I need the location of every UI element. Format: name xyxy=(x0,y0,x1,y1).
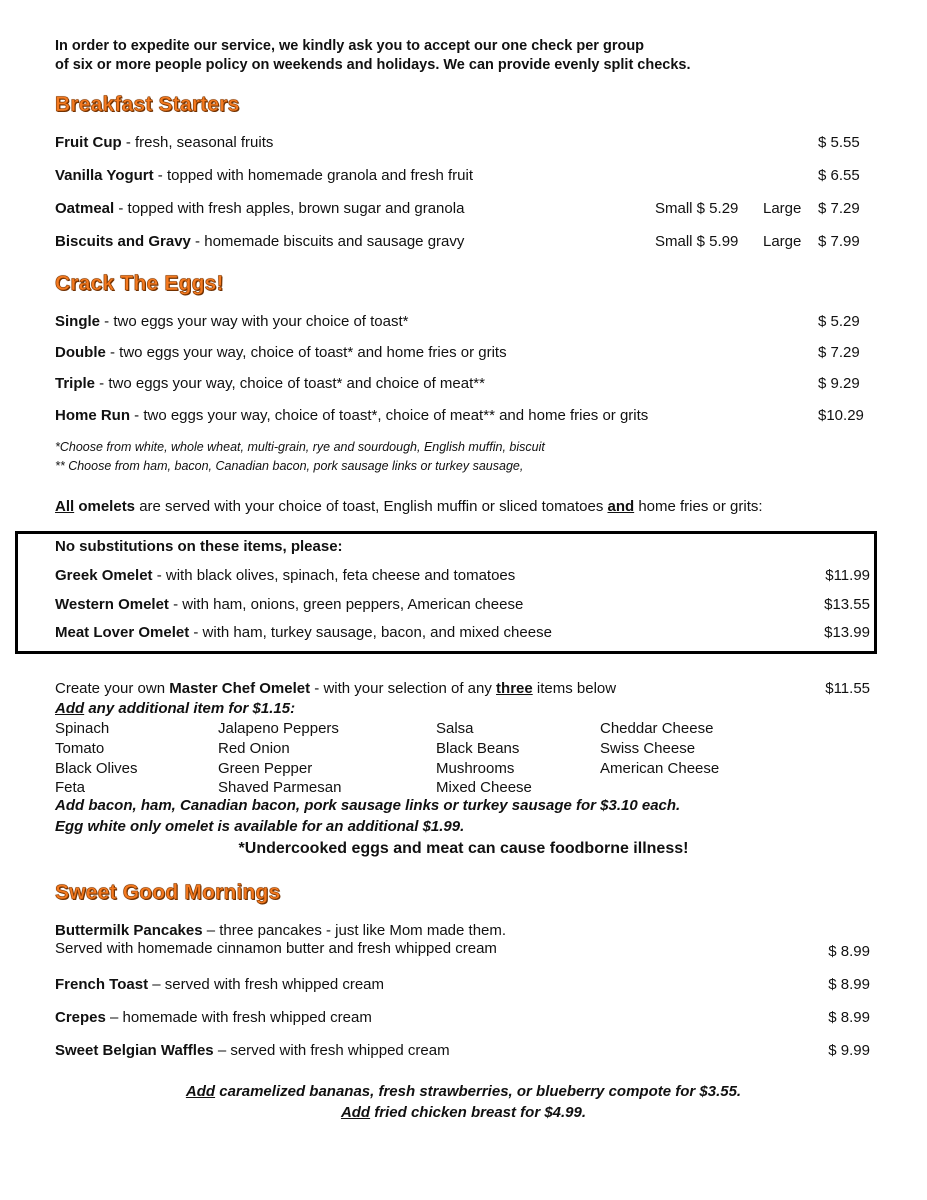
menu-item-meat-lover-omelet: Meat Lover Omelet - with ham, turkey sausage, bacon, and mixed cheese $13.99 xyxy=(55,624,870,641)
item-price: $13.99 xyxy=(824,624,870,641)
item-price: $ 7.29 xyxy=(818,344,860,361)
section-title-crack-the-eggs: Crack The Eggs! xyxy=(55,272,224,295)
ingredient: Spinach xyxy=(55,720,110,737)
menu-item-fruit-cup: Fruit Cup - fresh, seasonal fruits $ 5.55 xyxy=(55,134,860,151)
foodborne-warning: *Undercooked eggs and meat can cause foodborne illness! xyxy=(238,840,689,857)
menu-item-buttermilk-pancakes: Buttermilk Pancakes – three pancakes - just like Mom made them. Served with homemade cinnamon butter and fresh whipped cream $ 8.99 xyxy=(55,922,870,960)
add-item-line: Add any additional item for $1.15: xyxy=(55,700,296,717)
menu-item-vanilla-yogurt: Vanilla Yogurt - topped with homemade granola and fresh fruit $ 6.55 xyxy=(55,167,860,184)
ingredient: American Cheese xyxy=(600,760,720,777)
item-price: $10.29 xyxy=(818,407,864,424)
footnote-meat: ** Choose from ham, bacon, Canadian bacon, pork sausage links or turkey sausage, xyxy=(55,459,524,473)
item-price: $ 9.99 xyxy=(828,1042,870,1059)
ingredient: Black Beans xyxy=(436,740,520,757)
ingredient: Tomato xyxy=(55,740,105,757)
menu-item-triple: Triple - two eggs your way, choice of toast* and choice of meat** $ 9.29 xyxy=(55,375,860,392)
menu-item-oatmeal: Oatmeal - topped with fresh apples, brown sugar and granola Small $ 5.29 Large $ 7.29 xyxy=(55,200,860,217)
ingredient: Black Olives xyxy=(55,760,138,777)
menu-item-sweet-belgian-waffles: Sweet Belgian Waffles – served with fresh whipped cream $ 9.99 xyxy=(55,1042,870,1059)
menu-item-master-chef-omelet: Create your own Master Chef Omelet - with your selection of any three items below $11.55 xyxy=(55,680,870,697)
item-price: $ 8.99 xyxy=(828,943,870,960)
ingredient: Swiss Cheese xyxy=(600,740,696,757)
item-price: $11.99 xyxy=(825,567,870,584)
group-check-notice: In order to expedite our service, we kindly ask you to accept our one check per group of six or more people policy on weekends and holidays. We can provide evenly split checks. xyxy=(55,38,691,73)
menu-item-home-run: Home Run - two eggs your way, choice of toast*, choice of meat** and home fries or grits $10.29 xyxy=(55,407,864,424)
menu-item-western-omelet: Western Omelet - with ham, onions, green peppers, American cheese $13.55 xyxy=(55,596,870,613)
ingredient: Red Onion xyxy=(218,740,290,757)
menu-item-greek-omelet: Greek Omelet - with black olives, spinach, feta cheese and tomatoes $11.99 xyxy=(55,567,870,584)
ingredient: Green Pepper xyxy=(218,760,313,777)
omelets-intro: All omelets are served with your choice of toast, English muffin or sliced tomatoes and home fries or grits: xyxy=(55,498,763,515)
ingredient: Mixed Cheese xyxy=(436,779,532,796)
item-price: $ 9.29 xyxy=(818,375,860,392)
item-price: $ 5.29 xyxy=(818,313,860,330)
large-label: Large xyxy=(763,200,802,217)
add-meat-note: Add bacon, ham, Canadian bacon, pork sausage links or turkey sausage for $3.10 each. xyxy=(55,797,681,814)
ingredient: Salsa xyxy=(436,720,474,737)
section-title-sweet-good-mornings: Sweet Good Mornings xyxy=(55,881,281,904)
item-price: $11.55 xyxy=(825,680,870,697)
section-title-breakfast-starters: Breakfast Starters xyxy=(55,93,240,116)
menu-item-crepes: Crepes – homemade with fresh whipped cream $ 8.99 xyxy=(55,1009,870,1026)
ingredient: Shaved Parmesan xyxy=(218,779,342,796)
item-price: $ 6.55 xyxy=(818,167,860,184)
ingredient: Mushrooms xyxy=(436,760,515,777)
menu-item-biscuits-and-gravy: Biscuits and Gravy - homemade biscuits and sausage gravy Small $ 5.99 Large $ 7.99 xyxy=(55,233,860,250)
egg-white-note: Egg white only omelet is available for an additional $1.99. xyxy=(55,818,465,835)
large-label: Large xyxy=(763,233,802,250)
footnote-toast: *Choose from white, whole wheat, multi-grain, rye and sourdough, English muffin, biscuit xyxy=(55,440,545,454)
extras-fruit-line: Add caramelized bananas, fresh strawberries, or blueberry compote for $3.55. xyxy=(185,1083,742,1100)
small-price: Small $ 5.29 xyxy=(655,200,739,217)
ingredient: Jalapeno Peppers xyxy=(218,720,339,737)
item-price: $ 7.99 xyxy=(818,233,860,250)
item-price: $ 8.99 xyxy=(828,1009,870,1026)
no-substitutions-title: No substitutions on these items, please: xyxy=(55,538,343,555)
menu-item-single: Single - two eggs your way with your choice of toast* $ 5.29 xyxy=(55,313,860,330)
ingredient: Cheddar Cheese xyxy=(600,720,714,737)
item-price: $ 8.99 xyxy=(828,976,870,993)
small-price: Small $ 5.99 xyxy=(655,233,739,250)
item-price: $ 7.29 xyxy=(818,200,860,217)
item-price: $ 5.55 xyxy=(818,134,860,151)
extras-chicken-line: Add fried chicken breast for $4.99. xyxy=(340,1104,587,1121)
ingredient: Feta xyxy=(55,779,86,796)
item-price: $13.55 xyxy=(824,596,870,613)
menu-item-double: Double - two eggs your way, choice of toast* and home fries or grits $ 7.29 xyxy=(55,344,860,361)
menu-item-french-toast: French Toast – served with fresh whipped cream $ 8.99 xyxy=(55,976,870,993)
